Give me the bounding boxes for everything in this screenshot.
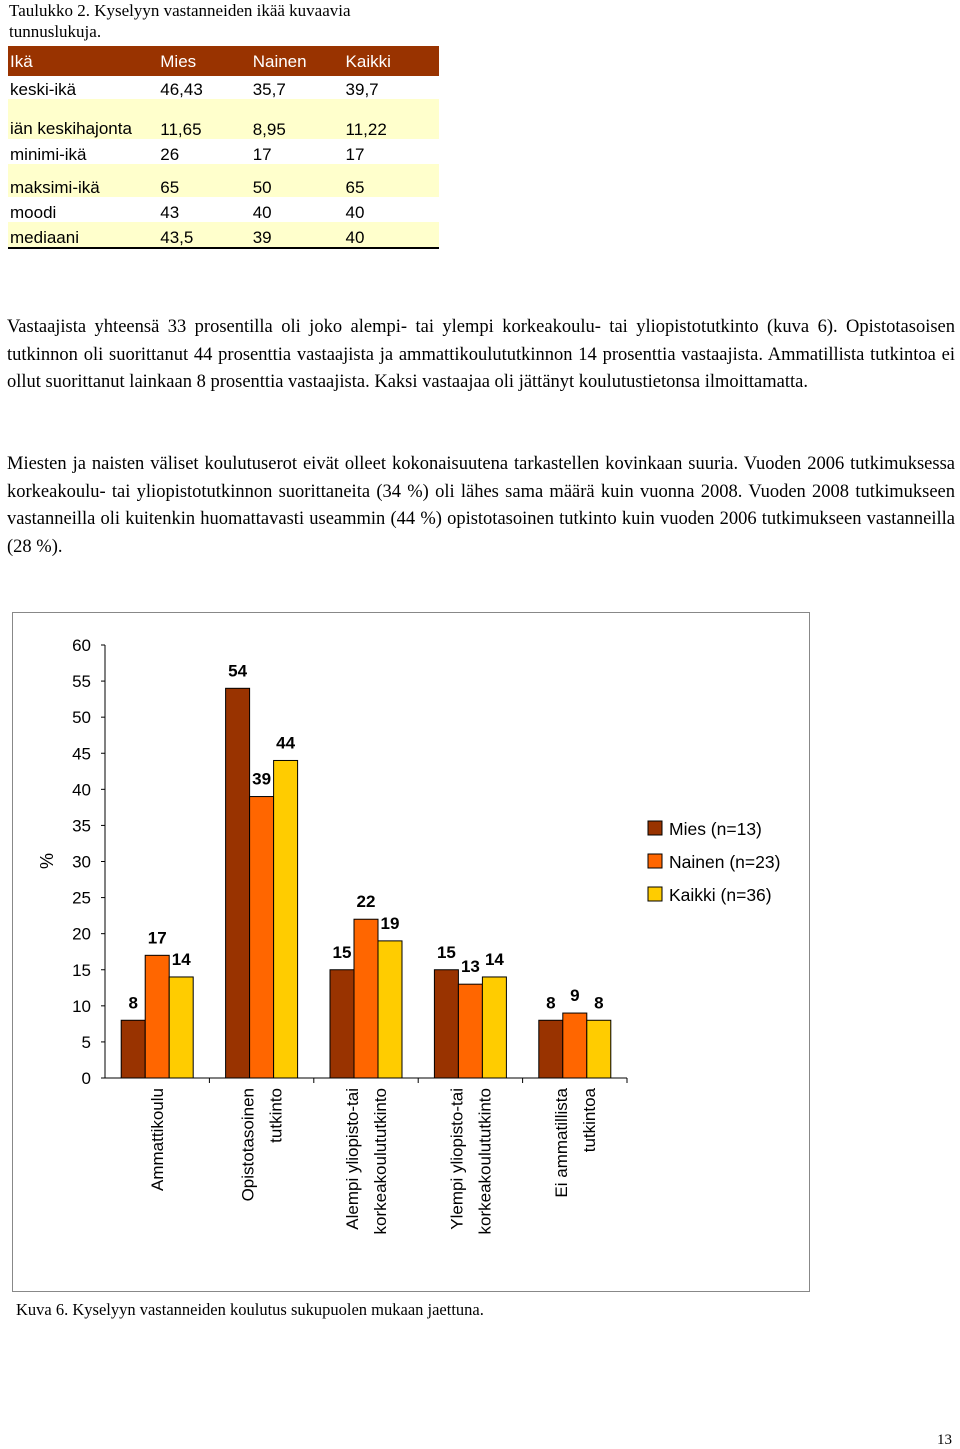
- category-label: Ammattikoulu: [148, 1088, 168, 1191]
- y-tick-label: 5: [81, 1032, 91, 1052]
- y-axis-title: %: [37, 852, 57, 870]
- bar: [354, 919, 378, 1078]
- bar: [121, 1020, 145, 1078]
- bar-value-label: 17: [147, 928, 167, 948]
- bar: [539, 1020, 563, 1078]
- table-cell: 11,65: [160, 120, 202, 139]
- table-cell: 40: [252, 203, 272, 222]
- table-header-row: [8, 46, 439, 76]
- y-tick-label: 10: [72, 996, 91, 1016]
- chart-canvas: [13, 613, 811, 1293]
- bar: [482, 977, 506, 1078]
- table-row: [8, 164, 439, 197]
- category-label: korkeakoulututkinto: [475, 1088, 495, 1235]
- table-cell: 11,22: [345, 120, 387, 139]
- figure-caption: Kuva 6. Kyselyyn vastanneiden koulutus sukupuolen mukaan jaettuna.: [16, 1300, 484, 1319]
- table-cell: 17: [345, 145, 365, 164]
- table-cell: 39,7: [345, 80, 379, 99]
- table-row: [8, 76, 439, 99]
- table-header-cell: Mies: [158, 46, 250, 76]
- table-cell: 46,43: [160, 80, 203, 99]
- bar-value-label: 54: [228, 661, 248, 681]
- y-tick-label: 55: [72, 672, 91, 692]
- bar-value-label: 14: [484, 949, 504, 969]
- table-header-cell: Ikä: [8, 46, 158, 76]
- legend-swatch: [648, 854, 662, 868]
- bar-value-label: 8: [128, 993, 138, 1013]
- y-tick-label: 35: [72, 816, 91, 836]
- y-tick-label: 25: [72, 888, 91, 908]
- table-cell: 39: [251, 222, 344, 248]
- bar: [145, 955, 169, 1078]
- table-row: [8, 99, 439, 139]
- table-row: [8, 197, 439, 222]
- bar-value-label: 39: [252, 769, 272, 789]
- bar-value-label: 13: [460, 957, 480, 977]
- bar-value-label: 8: [546, 993, 556, 1013]
- table-cell: 8,95: [252, 120, 286, 139]
- table-cell: 26: [160, 145, 180, 164]
- category-label: Opistotasoinen: [238, 1088, 258, 1202]
- category-label: Ylempi yliopisto-tai: [447, 1088, 467, 1230]
- education-bar-chart: [12, 612, 810, 1292]
- bar: [458, 984, 482, 1078]
- table-cell: 43: [160, 203, 180, 222]
- table-cell: maksimi-ikä: [10, 178, 100, 197]
- table-cell: 43,5: [158, 222, 250, 248]
- category-label: Ei ammatillista: [551, 1088, 571, 1198]
- y-tick-label: 30: [72, 852, 91, 872]
- bar: [226, 688, 250, 1078]
- y-tick-label: 60: [72, 636, 91, 655]
- legend-label: Kaikki (n=36): [669, 885, 772, 905]
- category-label: korkeakoulututkinto: [371, 1088, 390, 1235]
- bar-value-label: 22: [356, 892, 376, 912]
- age-statistics-table: [8, 46, 439, 249]
- table-cell: 35,7: [252, 80, 286, 99]
- y-tick-label: 15: [72, 960, 91, 980]
- bar-value-label: 15: [332, 942, 352, 962]
- bar: [378, 941, 402, 1078]
- bar: [274, 760, 298, 1078]
- bar: [563, 1013, 587, 1078]
- bar: [169, 977, 193, 1078]
- bar: [250, 797, 274, 1078]
- table-cell: 40: [344, 222, 439, 248]
- bar-value-label: 15: [436, 942, 456, 962]
- table-cell: 40: [345, 203, 365, 222]
- table-cell: moodi: [10, 203, 57, 222]
- bar-value-label: 9: [570, 986, 580, 1006]
- bar-value-label: 8: [594, 993, 604, 1013]
- table-cell: mediaani: [8, 222, 158, 248]
- y-tick-label: 40: [72, 780, 91, 800]
- bar-value-label: 14: [171, 949, 191, 969]
- bar: [330, 970, 354, 1078]
- legend-label: Nainen (n=23): [669, 852, 781, 872]
- y-tick-label: 0: [81, 1069, 91, 1088]
- y-tick-label: 50: [72, 708, 91, 728]
- legend-label: Mies (n=13): [669, 819, 762, 839]
- table-header-cell: Kaikki: [344, 46, 439, 76]
- table-cell: 17: [252, 145, 272, 164]
- category-label: Alempi yliopisto-tai: [343, 1088, 362, 1230]
- table-cell: minimi-ikä: [10, 145, 87, 164]
- bar: [434, 970, 458, 1078]
- page-number: 13: [937, 1432, 952, 1448]
- legend-swatch: [648, 821, 662, 835]
- table-row: [8, 222, 439, 248]
- legend-swatch: [648, 887, 662, 901]
- table-header-cell: Nainen: [251, 46, 344, 76]
- y-tick-label: 45: [72, 744, 91, 764]
- table-cell: iän keskihajonta: [10, 119, 132, 138]
- table-row: [8, 139, 439, 164]
- table-cell: 65: [160, 178, 180, 197]
- table-cell: 65: [345, 178, 365, 197]
- bar-value-label: 44: [276, 733, 296, 753]
- table-cell: keski-ikä: [10, 80, 77, 99]
- category-label: tutkinto: [266, 1088, 286, 1143]
- bar: [587, 1020, 611, 1078]
- body-paragraph: Miesten ja naisten väliset koulutuserot eivät olleet kokonaisuutena tarkastellen kovinkaan suuria. Vuoden 2006 tutkimuksessa korkeakoulu- tai yliopistotutkinnon suorittaneita (34 %) oli lähes sama määrä kuin vuonna 2008. Vuoden 2008 tutkimukseen vastanneilla oli kuitenkin huomattavasti useammin (44 %) opistotasoinen tutkinto kuin vuoden 2006 tutkimukseen vastanneilla (28 %).: [7, 454, 955, 557]
- category-label: tutkintoa: [579, 1088, 599, 1153]
- body-paragraph: Vastaajista yhteensä 33 prosentilla oli joko alempi- tai ylempi korkeakoulu- tai yliopistotutkinto (kuva 6). Opistotasoisen tutkinnon oli suorittanut 44 prosenttia vastaajista ja ammattikoulututkinnon 14 prosenttia vastaajista. Ammatillista tutkintoa ei ollut suorittanut lainkaan 8 prosenttia vastaajista. Kaksi vastaajaa oli jättänyt koulutustietonsa ilmoittamatta.: [7, 317, 955, 392]
- table-caption: Taulukko 2. Kyselyyn vastanneiden ikää kuvaavia tunnuslukuja.: [9, 1, 351, 41]
- table-cell: 50: [252, 178, 272, 197]
- y-tick-label: 20: [72, 924, 91, 944]
- bar-value-label: 19: [380, 913, 400, 933]
